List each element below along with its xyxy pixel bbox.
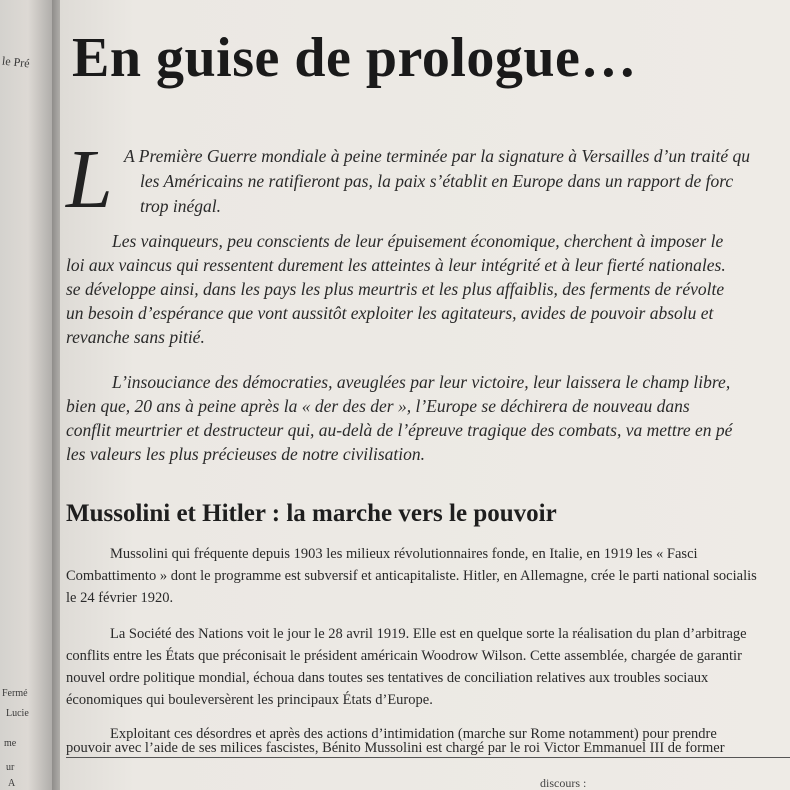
paragraph-line: un besoin d’espérance que vont aussitôt exploiter les agitateurs, avides de pouvoir absolu et: [66, 303, 714, 323]
body-line: conflits entre les États que préconisait le président américain Woodrow Wilson. Cette assemblée, chargée de garantir: [66, 648, 742, 664]
paragraph-line: les valeurs les plus précieuses de notre civilisation.: [66, 444, 426, 464]
paragraph-line: Les vainqueurs, peu conscients de leur épuisement économique, cherchent à imposer le: [112, 231, 724, 251]
book-page: [60, 0, 790, 790]
body-line: le 24 février 1920.: [66, 590, 174, 606]
intro-line: A Première Guerre mondiale à peine terminée par la signature à Versailles d’un traité qu: [124, 146, 751, 166]
drop-cap: L: [66, 133, 113, 226]
paragraph-line: se développe ainsi, dans les pays les plus meurtris et les plus affaiblis, des ferments de révolte: [66, 279, 725, 299]
facing-page-fragment: le Pré: [1, 53, 31, 71]
body-line: pouvoir avec l’aide de ses milices fascistes, Bénito Mussolini est chargé par le roi Victor Emmanuel III de former: [66, 740, 725, 756]
paragraph-line: loi aux vaincus qui ressentent durement les atteintes à leur intégrité et à leur fierté nationales.: [66, 255, 726, 275]
paragraph-line: L’insouciance des démocraties, aveuglées par leur victoire, leur laissera le champ libre,: [112, 372, 731, 392]
body-line: économiques qui bouleversèrent les principaux États d’Europe.: [66, 692, 433, 708]
intro-line: trop inégal.: [140, 196, 222, 216]
body-line: Combattimento » dont le programme est subversif et anticapitaliste. Hitler, en Allemagne, crée le parti national socialis: [66, 568, 757, 584]
chapter-title: En guise de prologue…: [72, 27, 637, 89]
footnote-rule: [66, 757, 790, 758]
body-line: Exploitant ces désordres et après des actions d’intimidation (marche sur Rome notamment) pour prendre: [110, 726, 717, 742]
body-line: nouvel ordre politique mondial, échoua dans toutes ses tentatives de conciliation relatives aux troubles sociaux: [66, 670, 709, 686]
facing-page-fragment: A: [8, 778, 16, 789]
paragraph-line: bien que, 20 ans à peine après la « der des der », l’Europe se déchirera de nouveau dans: [66, 396, 690, 416]
facing-page: [0, 0, 56, 790]
body-line: La Société des Nations voit le jour le 28 avril 1919. Elle est en quelque sorte la réalisation du plan d’arbitrage: [110, 626, 747, 642]
intro-line: les Américains ne ratifieront pas, la paix s’établit en Europe dans un rapport de forc: [140, 171, 734, 191]
paragraph-line: conflit meurtrier et destructeur qui, au-delà de l’épreuve tragique des combats, va mettre en pé: [66, 420, 733, 440]
facing-page-fragment: me: [4, 738, 17, 749]
footer-fragment: discours :: [540, 776, 587, 790]
body-line: Mussolini qui fréquente depuis 1903 les milieux révolutionnaires fonde, en Italie, en 1919 les « Fasci: [110, 546, 698, 562]
facing-page-fragment: ur: [6, 762, 15, 773]
paragraph-line: revanche sans pitié.: [66, 327, 205, 347]
facing-page-fragment: Lucie: [6, 708, 29, 719]
section-heading: Mussolini et Hitler : la marche vers le pouvoir: [66, 500, 557, 527]
facing-page-fragment: Fermé: [2, 688, 28, 699]
